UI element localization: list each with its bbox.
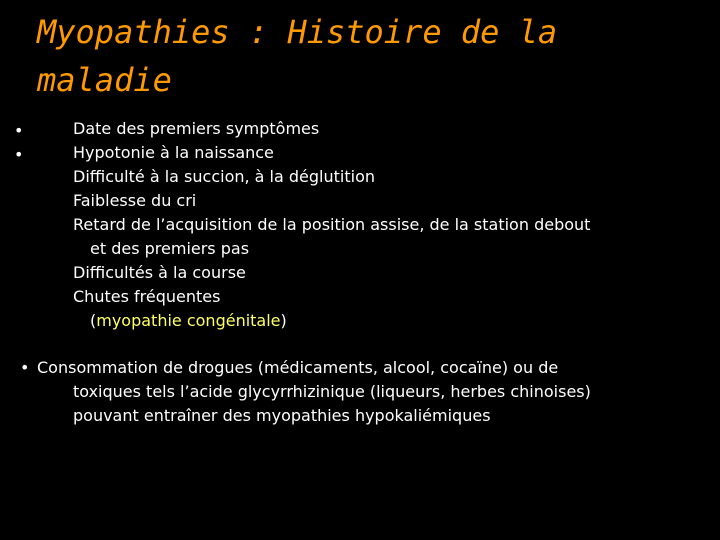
list-item: Faiblesse du cri bbox=[73, 191, 197, 210]
list-item: Difficulté à la succion, à la déglutition bbox=[73, 167, 375, 186]
note-highlight: myopathie congénitale bbox=[96, 311, 281, 330]
paragraph-text: Consommation de drogues (médicaments, alcool, cocaïne) ou de bbox=[37, 358, 559, 377]
list-item: Hypotonie à la naissance bbox=[73, 143, 274, 162]
congenital-note bbox=[73, 309, 693, 333]
paragraph-line bbox=[20, 356, 690, 380]
history-list bbox=[73, 117, 693, 333]
list-item: Chutes fréquentes bbox=[73, 287, 221, 306]
list-item-continuation: et des premiers pas bbox=[90, 239, 250, 258]
list-item: Date des premiers symptômes bbox=[73, 119, 320, 138]
bullet-icon: • bbox=[14, 145, 24, 164]
bullet-icon: • bbox=[20, 358, 30, 377]
bullet-column bbox=[14, 119, 23, 167]
list-item: Difficultés à la course bbox=[73, 263, 246, 282]
bullet-icon: • bbox=[14, 121, 24, 140]
note-close-paren: ) bbox=[280, 311, 287, 330]
drugs-paragraph bbox=[20, 356, 690, 428]
paragraph-line: pouvant entraîner des myopathies hypokaliémiques bbox=[73, 406, 491, 425]
note-open-paren: ( bbox=[90, 311, 97, 330]
slide-title: Myopathies : Histoire de la maladie bbox=[37, 13, 558, 99]
paragraph-line: toxiques tels l’acide glycyrrhizinique (liqueurs, herbes chinoises) bbox=[73, 382, 591, 401]
list-item: Retard de l’acquisition de la position assise, de la station debout bbox=[73, 215, 591, 234]
